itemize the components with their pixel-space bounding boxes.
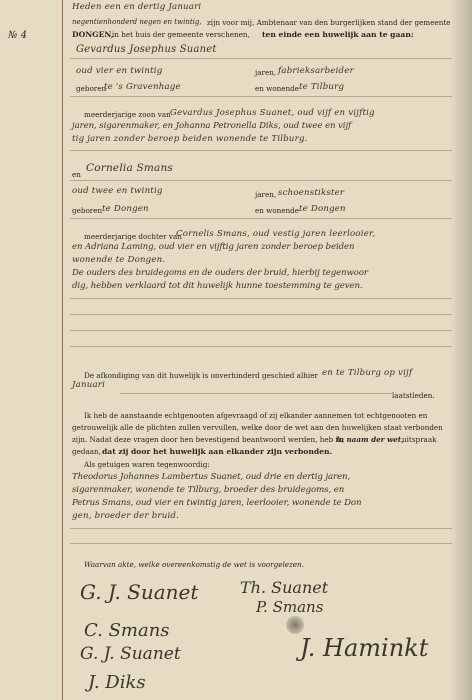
groom-residence: te Tilburg	[299, 82, 345, 92]
proclamation-tail: laatstleden.	[392, 391, 435, 400]
consent-line2: dig, hebben verklaard tot dit huwelijk hunne toestemming te geven.	[72, 281, 363, 291]
signature-groom-father: G. J. Suanet	[80, 644, 181, 664]
margin-rule	[62, 0, 63, 700]
proclamation-place: en te Tilburg op vijf	[322, 368, 413, 378]
declaration-line4a: gedaan,	[72, 447, 101, 456]
intro-printed: zijn voor mij, Ambtenaar van den burgerlijken stand der gemeente	[207, 18, 451, 27]
bride-parents-label: meerderjarige dochter van	[84, 232, 182, 241]
groom-parents-line2: jaren, sigarenmaker, en Johanna Petronella Diks, oud twee en vijf	[72, 121, 352, 131]
rule	[70, 58, 452, 59]
bride-name: Cornelia Smans	[86, 162, 174, 174]
date-handwritten: Heden een en dertig Januari	[72, 2, 202, 12]
record-number: № 4	[8, 30, 28, 41]
signature-witness-2: P. Smans	[256, 598, 324, 616]
groom-birthplace: te 's Gravenhage	[104, 82, 181, 92]
rule	[70, 298, 452, 299]
binding-shadow	[450, 0, 472, 700]
consent-line1: De ouders des bruidegoms en de ouders der bruid, hierbij tegenwoor	[72, 268, 368, 278]
rule	[70, 150, 452, 151]
bride-born-label: geboren	[72, 206, 103, 215]
groom-parents-line3: tig jaren zonder beroep beiden wonende te Tilburg.	[72, 134, 308, 144]
municipality: DONGEN,	[72, 30, 114, 39]
declaration-line1: Ik heb de aanstaande echtgenooten afgevraagd of zij elkander aannemen tot echtgenooten en	[84, 411, 428, 420]
rule	[70, 330, 452, 331]
and-label: en	[72, 170, 81, 179]
bride-occupation: schoenstikster	[278, 188, 345, 198]
witness-line4: gen, broeder der bruid.	[72, 511, 180, 521]
rule	[120, 393, 392, 394]
bride-age-label: jaren,	[255, 190, 277, 199]
rule	[70, 180, 452, 181]
groom-age: oud vier en twintig	[76, 66, 163, 76]
groom-name: Gevardus Josephus Suanet	[76, 44, 217, 55]
ink-blot	[286, 616, 304, 634]
rule	[70, 314, 452, 315]
groom-residence-label: en wonende	[255, 84, 300, 93]
closing-text: Waarvan akte, welke overeenkomstig de wet is voorgelezen.	[84, 560, 304, 569]
groom-age-label: jaren,	[255, 68, 277, 77]
declaration-line2: getrouwelijk alle de plichten zullen vervullen, welke door de wet aan den huwelijken staat verbonden	[72, 423, 443, 432]
signature-groom-mother: J. Diks	[88, 672, 146, 693]
signature-bride: C. Smans	[84, 620, 170, 641]
proclamation-text: De afkondiging van dit huwelijk is onverhinderd geschied alhier	[84, 371, 318, 380]
proclamation-month: Januari	[72, 380, 106, 390]
rule	[70, 218, 452, 219]
groom-born-label: geboren	[76, 84, 107, 93]
bride-birthplace: te Dongen	[102, 204, 149, 214]
bride-age: oud twee en twintig	[72, 186, 163, 196]
bride-parents-line2: en Adriana Laming, oud vier en vijftig jaren zonder beroep beiden	[72, 242, 355, 252]
rule	[70, 96, 452, 97]
groom-parents-label: meerderjarige zoon van	[84, 110, 171, 119]
rule	[70, 346, 452, 347]
groom-parents-line1: Gevardus Josephus Suanet, oud vijf en vijftig	[170, 108, 375, 118]
witness-line3: Petrus Smans, oud vier en twintig jaren, leerlooier, wonende te Don	[72, 498, 362, 508]
groom-occupation: fabrieksarbeider	[278, 66, 354, 76]
witness-line1: Theodorus Johannes Lambertus Suanet, oud drie en dertig jaren,	[72, 472, 351, 482]
bride-parents-line1: Cornelis Smans, oud vestig jaren leerlooier,	[176, 229, 376, 239]
witnesses-label: Als getuigen waren tegenwoordig:	[84, 460, 210, 469]
rule	[70, 543, 452, 544]
declaration-bond: dat zij door het huwelijk aan elkander zijn verbonden.	[102, 447, 333, 456]
appearance-text: in het huis der gemeente verschenen,	[112, 30, 250, 39]
bride-residence-label: en wonende	[255, 206, 300, 215]
declaration-line3: zijn. Nadat deze vragen door hen bevestigend beantwoord werden, heb ik,	[72, 435, 345, 444]
signature-registrar: J. Haminkt	[300, 634, 429, 662]
year-handwritten: negentienhonderd negen en twintig,	[72, 18, 202, 26]
declaration-tail: uitspraak	[402, 435, 437, 444]
witness-line2: sigarenmaker, wonende te Tilburg, broeder des bruidegoms, en	[72, 485, 345, 495]
signature-groom: G. J. Suanet	[80, 580, 199, 604]
bride-residence: te Dongen	[299, 204, 346, 214]
bride-parents-line3: wonende te Dongen.	[72, 255, 166, 265]
rule	[70, 528, 452, 529]
signature-witness-1: Th. Suanet	[240, 578, 329, 597]
declaration-in-name-of-law: in naam der wet,	[336, 435, 404, 444]
marriage-purpose: ten einde een huwelijk aan te gaan:	[262, 30, 414, 39]
